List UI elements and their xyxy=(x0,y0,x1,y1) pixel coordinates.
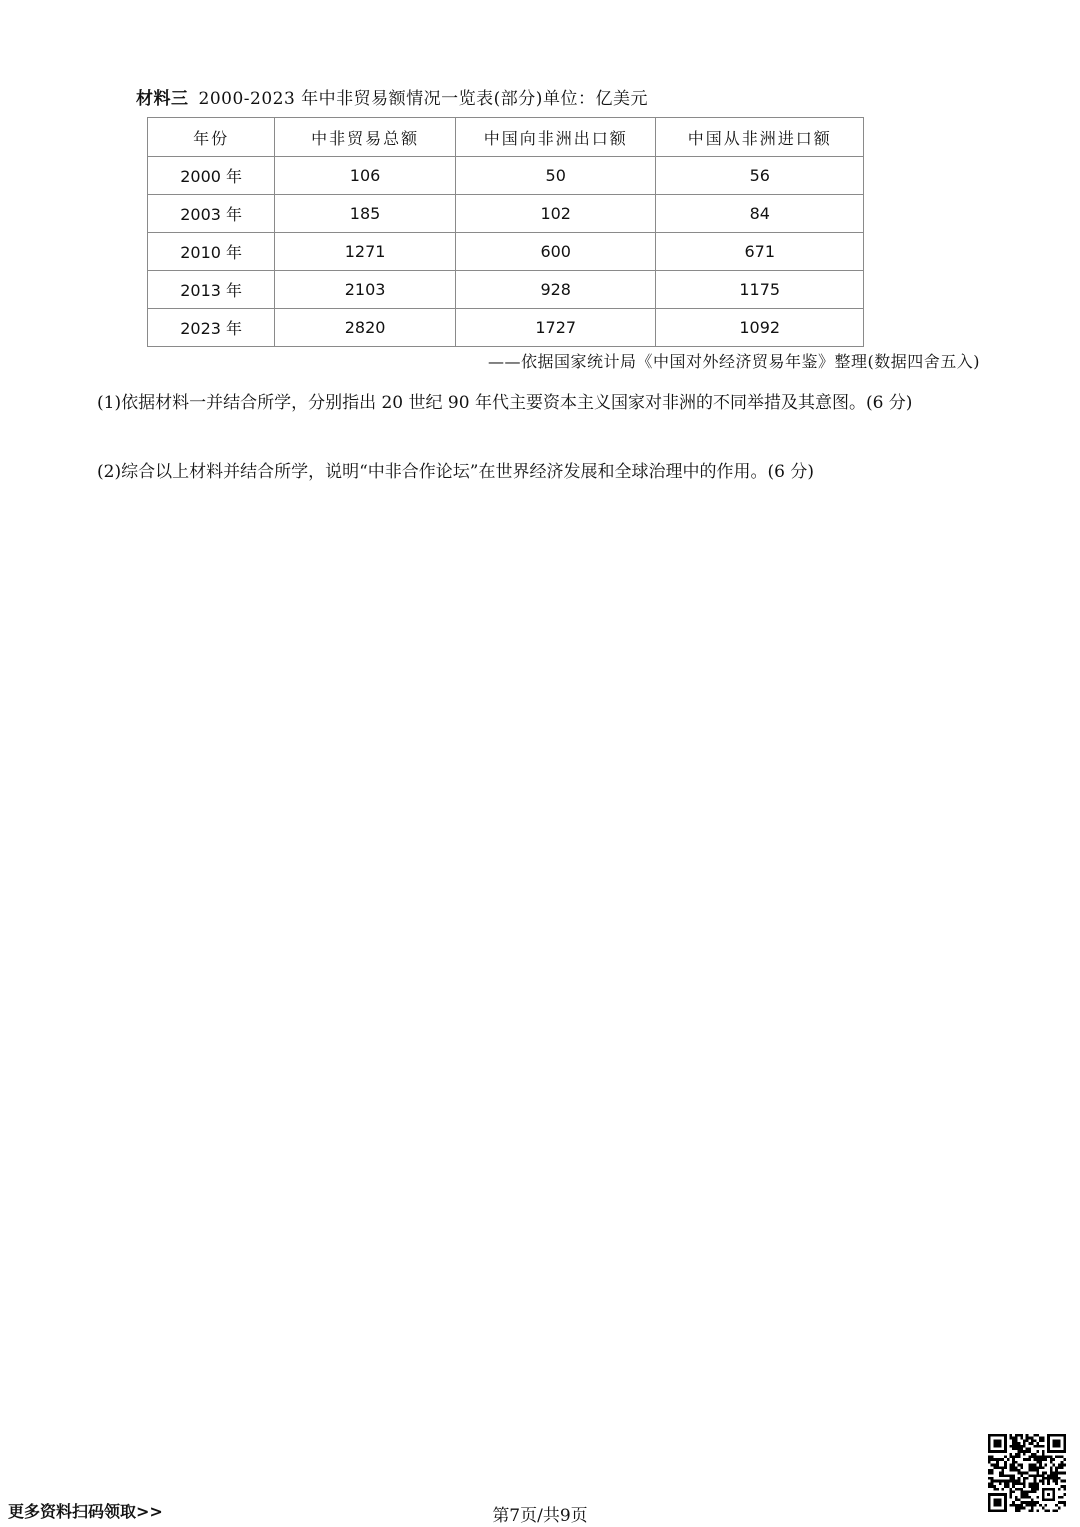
cell-import: 84 xyxy=(656,195,864,233)
header-export: 中国向非洲出口额 xyxy=(455,118,656,157)
cell-export: 600 xyxy=(455,233,656,271)
table-row xyxy=(148,309,864,347)
footer-promo-text: 更多资料扫码领取>> xyxy=(8,1502,163,1521)
cell-import: 56 xyxy=(656,157,864,195)
trade-table xyxy=(147,117,864,347)
material-label: 材料三 xyxy=(136,89,189,109)
cell-export: 102 xyxy=(455,195,656,233)
table-row xyxy=(148,195,864,233)
cell-year: 2023 年 xyxy=(148,309,275,347)
cell-year: 2000 年 xyxy=(148,157,275,195)
cell-import: 1092 xyxy=(656,309,864,347)
table-row xyxy=(148,233,864,271)
page-number: 第7页/共9页 xyxy=(492,1506,588,1526)
cell-import: 671 xyxy=(656,233,864,271)
table-row xyxy=(148,271,864,309)
question-2: (2)综合以上材料并结合所学，说明“中非合作论坛”在世界经济发展和全球治理中的作用。(6 分) xyxy=(97,462,814,482)
material-title-text: 2000-2023 年中非贸易额情况一览表(部分)单位：亿美元 xyxy=(198,89,648,109)
header-import: 中国从非洲进口额 xyxy=(656,118,864,157)
cell-total: 185 xyxy=(275,195,456,233)
cell-year: 2013 年 xyxy=(148,271,275,309)
header-year: 年份 xyxy=(148,118,275,157)
cell-total: 106 xyxy=(275,157,456,195)
table-source-note: ——依据国家统计局《中国对外经济贸易年鉴》整理(数据四舍五入) xyxy=(488,352,980,371)
cell-export: 928 xyxy=(455,271,656,309)
table-row xyxy=(148,157,864,195)
cell-total: 1271 xyxy=(275,233,456,271)
cell-export: 1727 xyxy=(455,309,656,347)
cell-year: 2003 年 xyxy=(148,195,275,233)
cell-total: 2820 xyxy=(275,309,456,347)
table-header-row xyxy=(148,118,864,157)
cell-import: 1175 xyxy=(656,271,864,309)
cell-export: 50 xyxy=(455,157,656,195)
cell-total: 2103 xyxy=(275,271,456,309)
qr-code-icon[interactable] xyxy=(988,1434,1066,1512)
question-1: (1)依据材料一并结合所学，分别指出 20 世纪 90 年代主要资本主义国家对非洲的不同举措及其意图。(6 分) xyxy=(97,393,913,413)
material-title xyxy=(136,84,648,109)
cell-year: 2010 年 xyxy=(148,233,275,271)
header-total: 中非贸易总额 xyxy=(275,118,456,157)
